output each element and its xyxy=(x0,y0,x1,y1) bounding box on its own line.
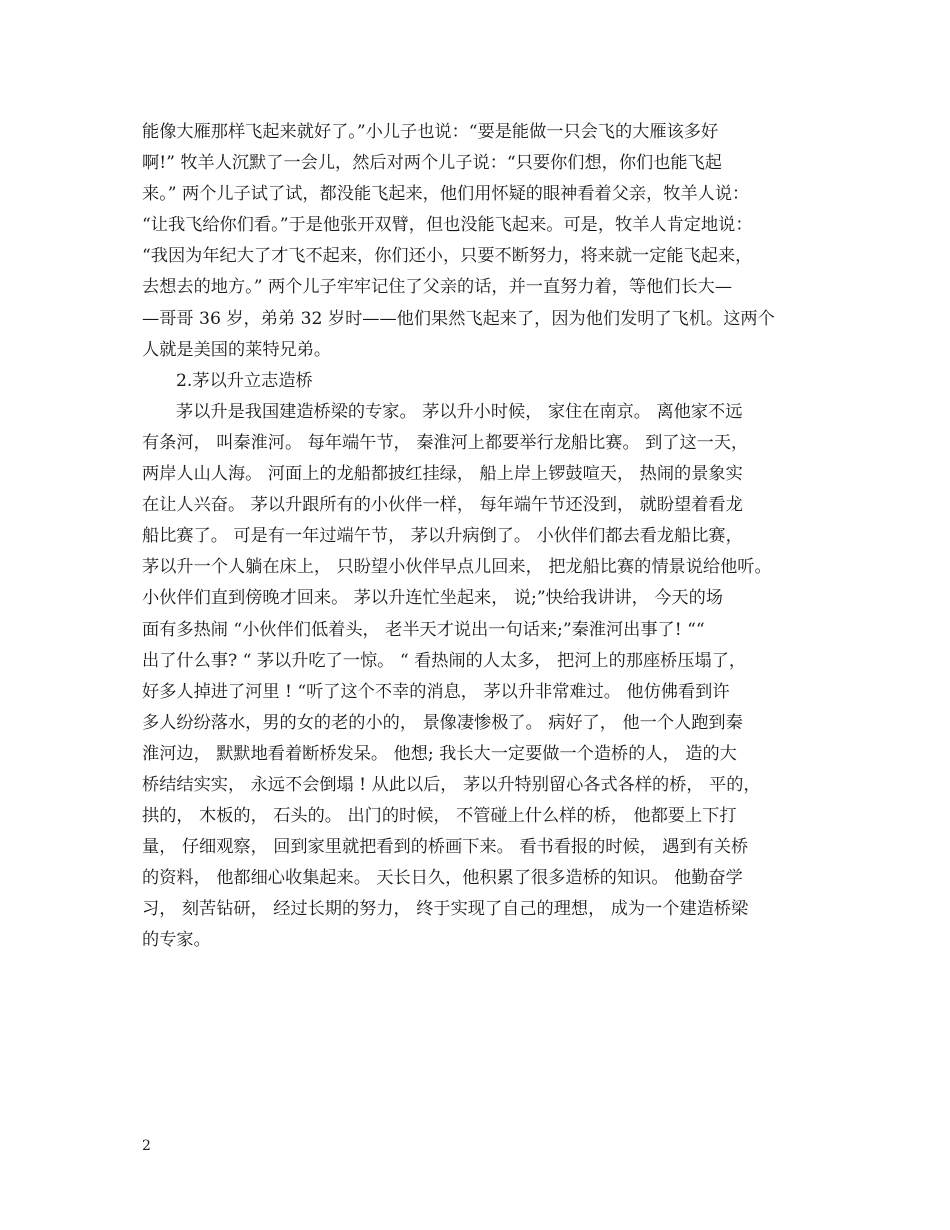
text-line: 出了什么事? “ 茅以升吃了一惊。 “ 看热闹的人太多， 把河上的那座桥压塌了， xyxy=(142,650,747,671)
text-line: 能像大雁那样飞起来就好了。”小儿子也说：“要是能做一只会飞的大雁该多好 xyxy=(142,122,719,142)
text-line: 茅以升一个人躺在床上， 只盼望小伙伴早点儿回来， 把龙船比赛的情景说给他听。 xyxy=(142,557,772,578)
text-line: 船比赛了。 可是有一年过端午节， 茅以升病倒了。 小伙伴们都去看龙船比赛， xyxy=(142,526,743,547)
text-line: 两岸人山人海。 河面上的龙船都披红挂绿， 船上岸上锣鼓喧天， 热闹的景象实 xyxy=(142,464,743,485)
text-line: 茅以升是我国建造桥梁的专家。 茅以升小时候， 家住在南京。 离他家不远 xyxy=(176,401,743,422)
text-line: 人就是美国的莱特兄弟。 xyxy=(142,339,332,360)
text-line: —哥哥 36 岁，弟弟 32 岁时——他们果然飞起来了，因为他们发明了飞机。这两个 xyxy=(142,308,775,329)
text-line: 来。” 两个儿子试了试，都没能飞起来，他们用怀疑的眼神看着父亲，牧羊人说： xyxy=(142,184,750,205)
text-line: 的资料， 他都细心收集起来。 天长日久，他积累了很多造桥的知识。 他勤奋学 xyxy=(142,868,743,889)
page-number: 2 xyxy=(142,1138,151,1154)
text-line: 在让人兴奋。 茅以升跟所有的小伙伴一样， 每年端午节还没到， 就盼望着看龙 xyxy=(142,495,743,516)
text-line: 的专家。 xyxy=(142,930,211,951)
text-line: 有条河， 叫秦淮河。 每年端午节， 秦淮河上都要举行龙船比赛。 到了这一天， xyxy=(142,432,749,453)
text-line: 桥结结实实， 永远不会倒塌 ! 从此以后， 茅以升特别留心各式各样的桥， 平的， xyxy=(142,774,761,795)
text-line: 好多人掉进了河里 ! “听了这个不幸的消息， 茅以升非常难过。 他仿佛看到许 xyxy=(142,681,730,702)
text-line: “让我飞给你们看。”于是他张开双臂，但也没能飞起来。可是，牧羊人肯定地说： xyxy=(142,215,753,236)
text-line: 习， 刻苦钻研， 经过长期的努力， 终于实现了自己的理想， 成为一个建造桥梁 xyxy=(142,899,749,920)
text-line: 拱的， 木板的， 石头的。 出门的时候， 不管碰上什么样的桥， 他都要上下打 xyxy=(142,806,737,827)
text-line: 淮河边， 默默地看着断桥发呆。 他想; 我长大一定要做一个造桥的人， 造的大 xyxy=(142,743,737,764)
body-text xyxy=(142,117,822,957)
text-line: 量， 仔细观察， 回到家里就把看到的桥画下来。 看书看报的时候， 遇到有关桥 xyxy=(142,837,749,858)
section-heading: 2.茅以升立志造桥 xyxy=(176,370,313,391)
text-line: 去想去的地方。” 两个儿子牢牢记住了父亲的话，并一直努力着，等他们长大— xyxy=(142,277,733,298)
text-line: “我因为年纪大了才飞不起来，你们还小，只要不断努力，将来就一定能飞起来， xyxy=(142,246,753,267)
text-line: 啊!” 牧羊人沉默了一会儿，然后对两个儿子说：“只要你们想，你们也能飞起 xyxy=(142,153,722,174)
text-line: 多人纷纷落水，男的女的老的小的， 景像凄惨极了。 病好了， 他一个人跑到秦 xyxy=(142,712,743,733)
text-line: 面有多热闹 “小伙伴们低着头， 老半天才说出一句话来;”秦淮河出事了! ““ xyxy=(142,619,705,640)
text-line: 小伙伴们直到傍晚才回来。 茅以升连忙坐起来， 说;”快给我讲讲， 今天的场 xyxy=(142,588,723,609)
